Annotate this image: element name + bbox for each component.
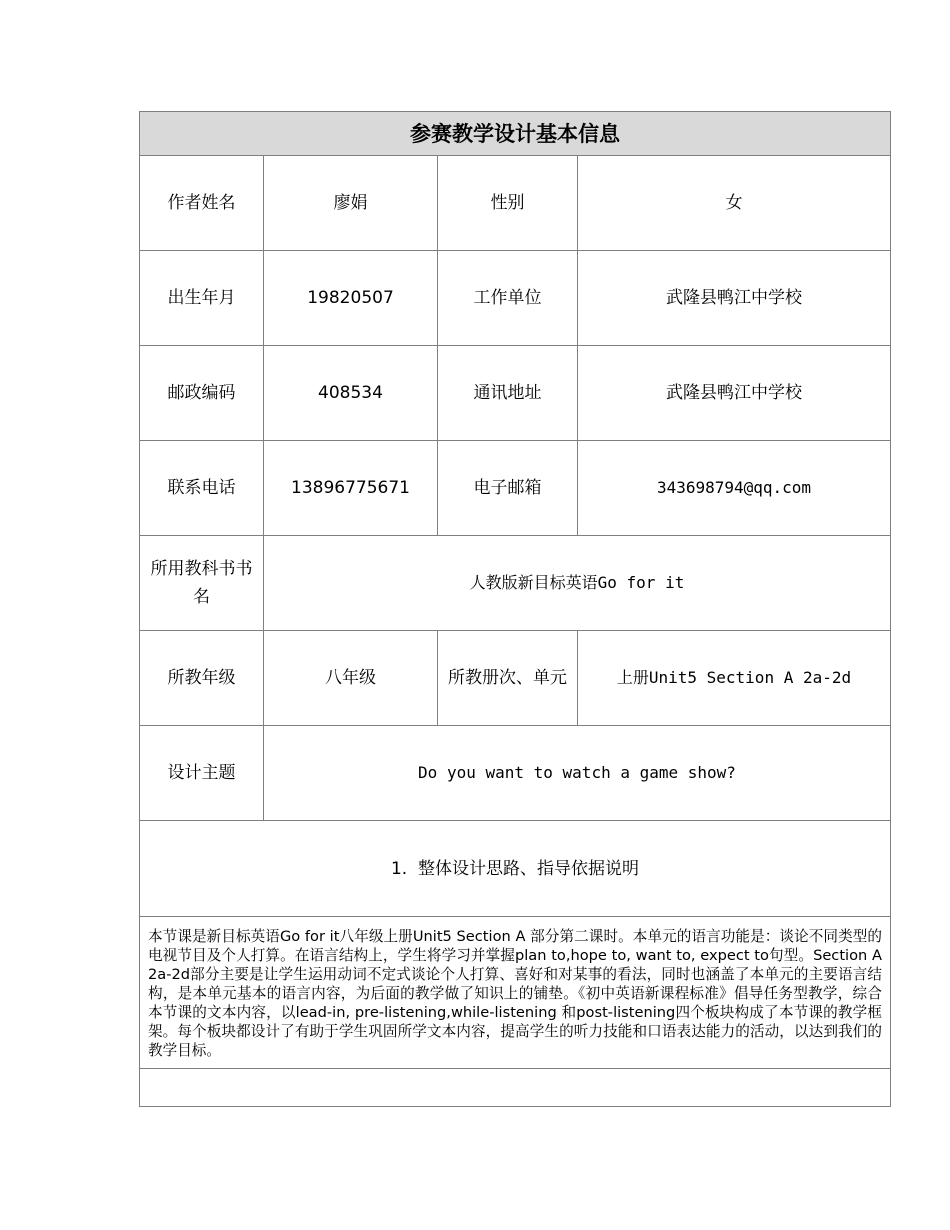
birth-value: 19820507 [264, 251, 438, 346]
table-row [140, 251, 891, 346]
theme-label: 设计主题 [140, 726, 264, 821]
volume-label: 所教册次、单元 [438, 631, 578, 726]
theme-value: Do you want to watch a game show? [264, 726, 891, 821]
title-row [140, 112, 891, 156]
author-label: 作者姓名 [140, 156, 264, 251]
empty-row [140, 1069, 891, 1107]
info-table [139, 111, 891, 1107]
table-row [140, 346, 891, 441]
email-value: 343698794@qq.com [578, 441, 891, 536]
section-row [140, 821, 891, 917]
textbook-label: 所用教科书书名 [140, 536, 264, 631]
description-row [140, 917, 891, 1069]
phone-value: 13896775671 [264, 441, 438, 536]
grade-value: 八年级 [264, 631, 438, 726]
address-value: 武隆县鸭江中学校 [578, 346, 891, 441]
email-label: 电子邮箱 [438, 441, 578, 536]
gender-value: 女 [578, 156, 891, 251]
table-row [140, 536, 891, 631]
table-row [140, 726, 891, 821]
author-value: 廖娟 [264, 156, 438, 251]
textbook-value: 人教版新目标英语Go for it [264, 536, 891, 631]
work-value: 武隆县鸭江中学校 [578, 251, 891, 346]
phone-label: 联系电话 [140, 441, 264, 536]
address-label: 通讯地址 [438, 346, 578, 441]
table-title: 参赛教学设计基本信息 [140, 112, 891, 156]
table-row [140, 441, 891, 536]
postcode-label: 邮政编码 [140, 346, 264, 441]
grade-label: 所教年级 [140, 631, 264, 726]
table-row [140, 156, 891, 251]
section-heading: 1. 整体设计思路、指导依据说明 [140, 821, 891, 917]
volume-value: 上册Unit5 Section A 2a-2d [578, 631, 891, 726]
work-label: 工作单位 [438, 251, 578, 346]
table-row [140, 631, 891, 726]
birth-label: 出生年月 [140, 251, 264, 346]
gender-label: 性别 [438, 156, 578, 251]
empty-cell [140, 1069, 891, 1107]
description-text: 本节课是新目标英语Go for it八年级上册Unit5 Section A 部分第二课时。本单元的语言功能是：谈论不同类型的电视节目及个人打算。在语言结构上，学生将学习并掌握plan to,hope to, want to, expect to句型。Section A 2a-2d部分主要是让学生运用动词不定式谈论个人打算、喜好和对某事的看法，同时也涵盖了本单元的主要语言结构，是本单元基本的语言内容，为后面的教学做了知识上的铺垫。《初中英语新课程标准》倡导任务型教学，综合本节课的文本内容，以lead-in, pre-listening,while-listening 和post-listening四个板块构成了本节课的教学框架。每个板块都设计了有助于学生巩固所学文本内容，提高学生的听力技能和口语表达能力的活动，以达到我们的教学目标。 [140, 917, 891, 1069]
postcode-value: 408534 [264, 346, 438, 441]
